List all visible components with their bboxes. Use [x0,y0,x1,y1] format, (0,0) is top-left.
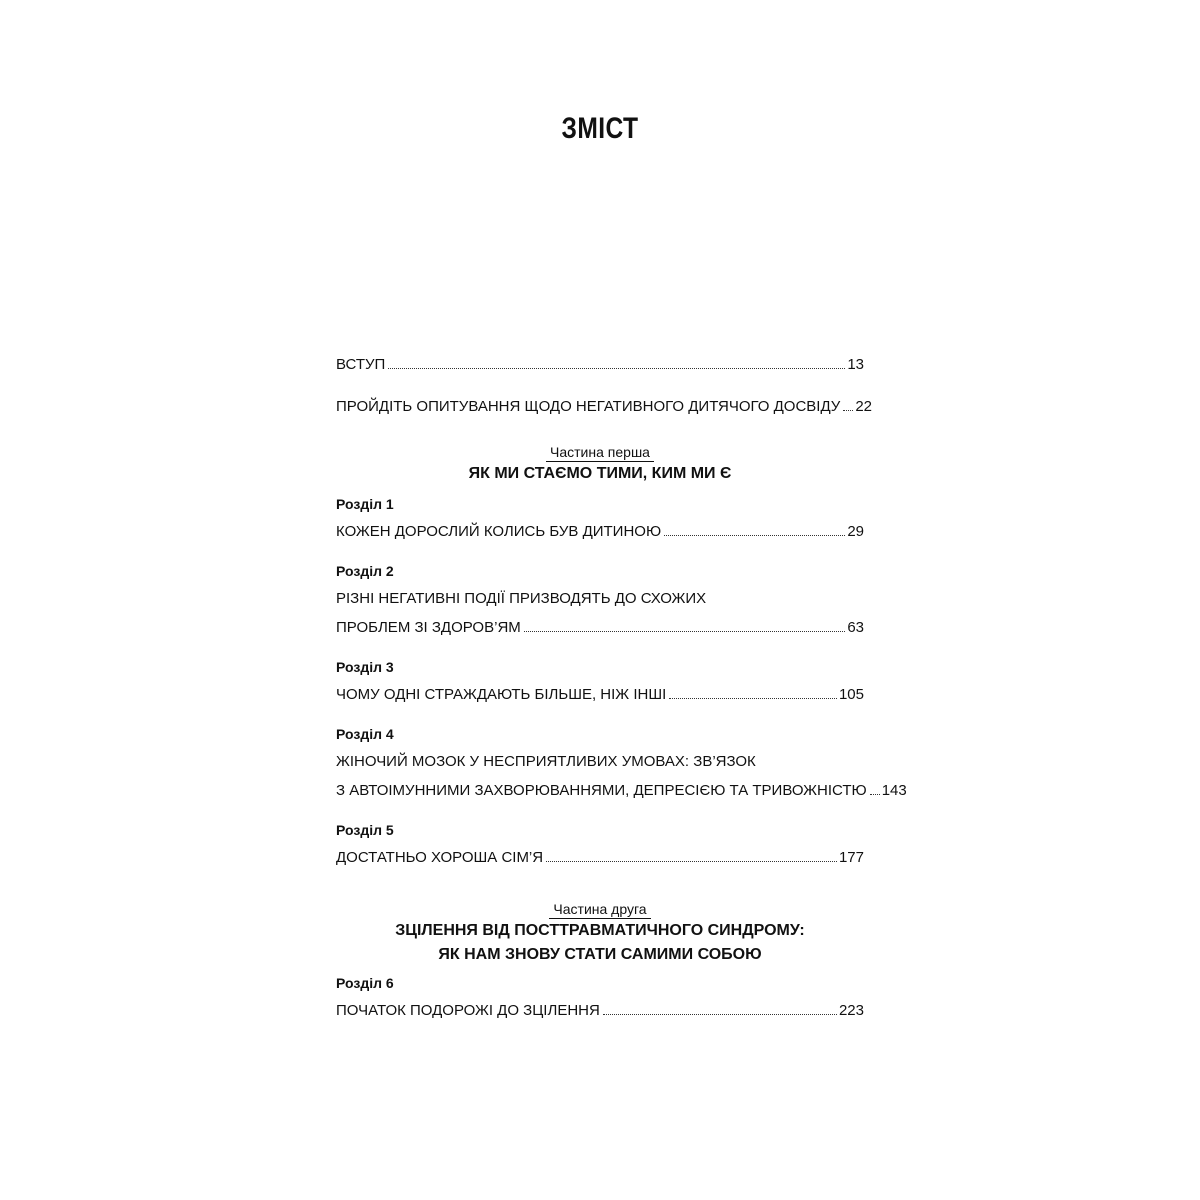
part-label: Частина перша [546,444,654,462]
chapter-label: Розділ 5 [336,822,394,838]
chapter-label: Розділ 1 [336,496,394,512]
toc-entry-line: РІЗНІ НЕГАТИВНІ ПОДІЇ ПРИЗВОДЯТЬ ДО СХОЖИХ [336,590,707,607]
dot-leader [843,410,853,411]
chapter-label: Розділ 6 [336,975,394,991]
toc-entry-label: ЧОМУ ОДНІ СТРАЖДАЮТЬ БІЛЬШЕ, НІЖ ІНШІ [336,686,667,703]
toc-entry-chapter-3[interactable] [336,682,864,708]
chapter-label: Розділ 3 [336,659,394,675]
part-title: ЯК МИ СТАЄМО ТИМИ, КИМ МИ Є [468,465,732,482]
toc-entry-label: КОЖЕН ДОРОСЛИЙ КОЛИСЬ БУВ ДИТИНОЮ [336,523,662,540]
toc-entry-label: ПОЧАТОК ПОДОРОЖІ ДО ЗЦІЛЕННЯ [336,1002,600,1019]
toc-page-number: 223 [838,1002,864,1019]
toc-entry-intro[interactable] [336,352,864,378]
part-one-header [336,444,864,462]
toc-entry-chapter-4[interactable] [336,778,907,804]
part-label: Частина друга [549,901,650,919]
part-title-line-1: ЗЦІЛЕННЯ ВІД ПОСТТРАВМАТИЧНОГО СИНДРОМУ: [395,922,805,939]
toc-page-number: 22 [855,398,873,415]
page-title: ЗМІСТ [561,112,639,145]
dot-leader [524,631,846,632]
chapter-label: Розділ 4 [336,726,394,742]
dot-leader [388,368,845,369]
toc-entry-line: ЖІНОЧИЙ МОЗОК У НЕСПРИЯТЛИВИХ УМОВАХ: ЗВ’ЯЗОК [336,753,756,770]
toc-entry-chapter-2[interactable] [336,615,864,641]
toc-entry-chapter-6[interactable] [336,998,864,1024]
toc-entry-label: З АВТОІМУННИМИ ЗАХВОРЮВАННЯМИ, ДЕПРЕСІЄЮ ТА ТРИВОЖНІСТЮ [336,782,867,799]
toc-page-number: 143 [881,782,907,799]
dot-leader [603,1014,837,1015]
toc-entry-chapter-5[interactable] [336,845,864,871]
toc-entry-label: ПРОБЛЕМ ЗІ ЗДОРОВ’ЯМ [336,619,521,636]
part-two-header [336,901,864,919]
toc-entry-label: ВСТУП [336,356,386,373]
chapter-label: Розділ 2 [336,563,394,579]
toc-page-number: 63 [847,619,864,636]
toc-page-number: 13 [847,356,864,373]
table-of-contents [336,352,907,1024]
toc-entry-label: ПРОЙДІТЬ ОПИТУВАННЯ ЩОДО НЕГАТИВНОГО ДИТЯЧОГО ДОСВІДУ [336,398,841,415]
toc-entry-survey[interactable] [336,394,873,420]
toc-page-number: 105 [838,686,864,703]
toc-entry-label: ДОСТАТНЬО ХОРОША СІМ’Я [336,849,544,866]
toc-page-number: 177 [838,849,864,866]
dot-leader [669,698,837,699]
toc-page-number: 29 [847,523,864,540]
part-title-line-2: ЯК НАМ ЗНОВУ СТАТИ САМИМИ СОБОЮ [438,946,762,963]
dot-leader [664,535,845,536]
toc-entry-chapter-1[interactable] [336,519,864,545]
dot-leader [870,794,880,795]
dot-leader [546,861,837,862]
